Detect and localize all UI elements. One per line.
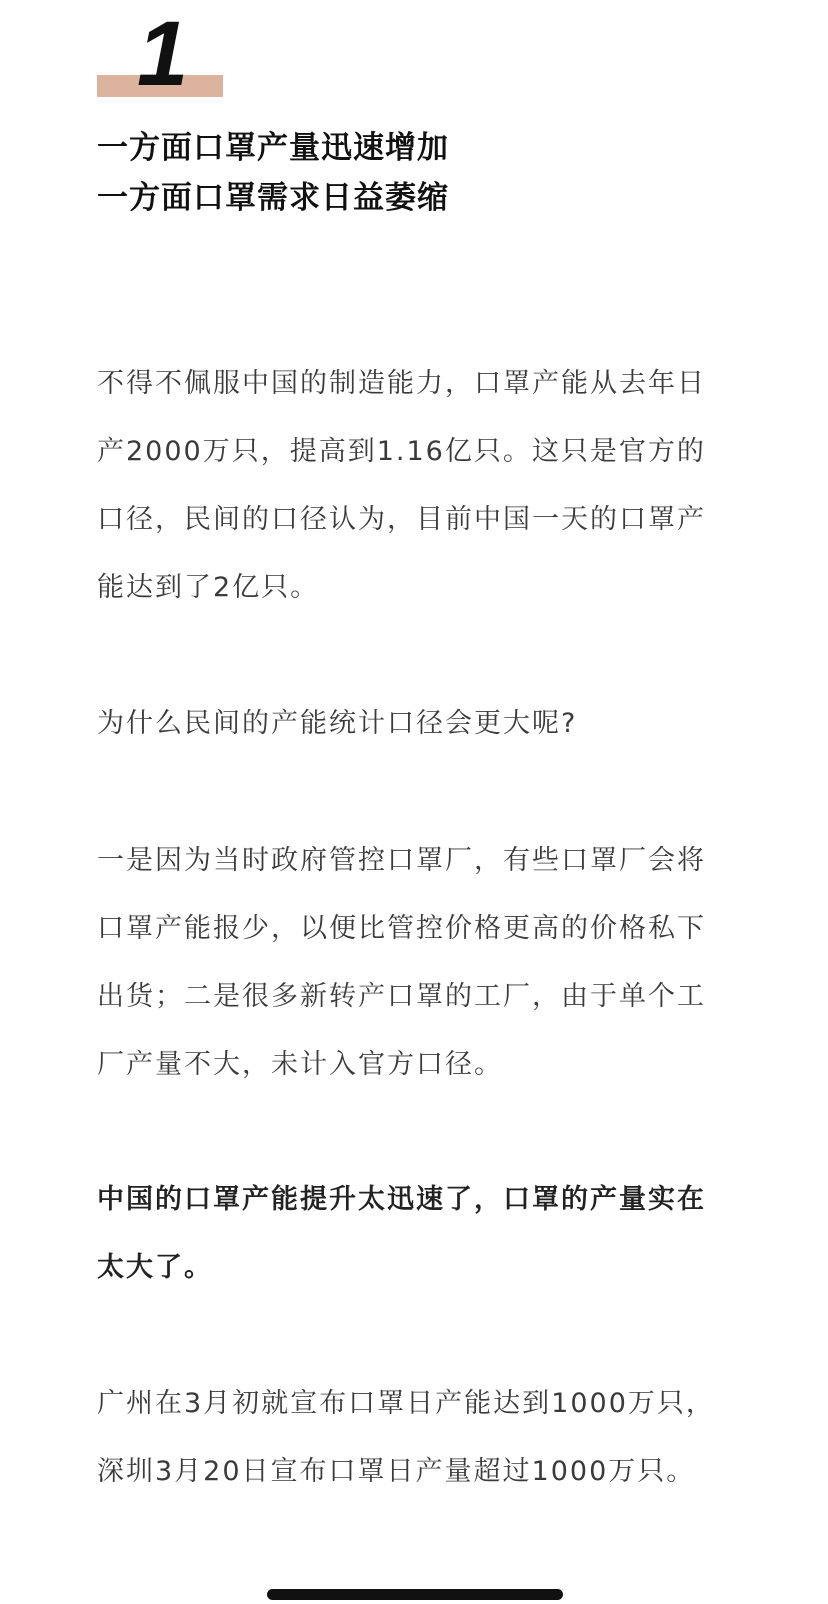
home-indicator-bar[interactable]	[267, 1589, 563, 1600]
headline-line-2: 一方面口罩需求日益萎缩	[97, 180, 449, 216]
article-headline	[97, 123, 737, 223]
headline-line-1: 一方面口罩产量迅速增加	[97, 130, 449, 166]
paragraph-emphasis: 中国的口罩产能提升太迅速了，口罩的产量实在太大了。	[97, 1184, 706, 1283]
paragraph-cities: 广州在3月初就宣布口罩日产能达到1000万只，深圳3月20日宣布口罩日产量超过1000万只。	[97, 1388, 715, 1487]
paragraph-question: 为什么民间的产能统计口径会更大呢?	[97, 708, 578, 739]
section-number: 1	[137, 3, 189, 105]
section-number-marker	[97, 3, 223, 105]
paragraph-production-capacity: 不得不佩服中国的制造能力，口罩产能从去年日产2000万只，提高到1.16亿只。这只是官方的口径，民间的口径认为，目前中国一天的口罩产能达到了2亿只。	[97, 368, 706, 603]
paragraph-reasons: 一是因为当时政府管控口罩厂，有些口罩厂会将口罩产能报少，以便比管控价格更高的价格私下出货；二是很多新转产口罩的工厂，由于单个工厂产量不大，未计入官方口径。	[97, 845, 706, 1080]
